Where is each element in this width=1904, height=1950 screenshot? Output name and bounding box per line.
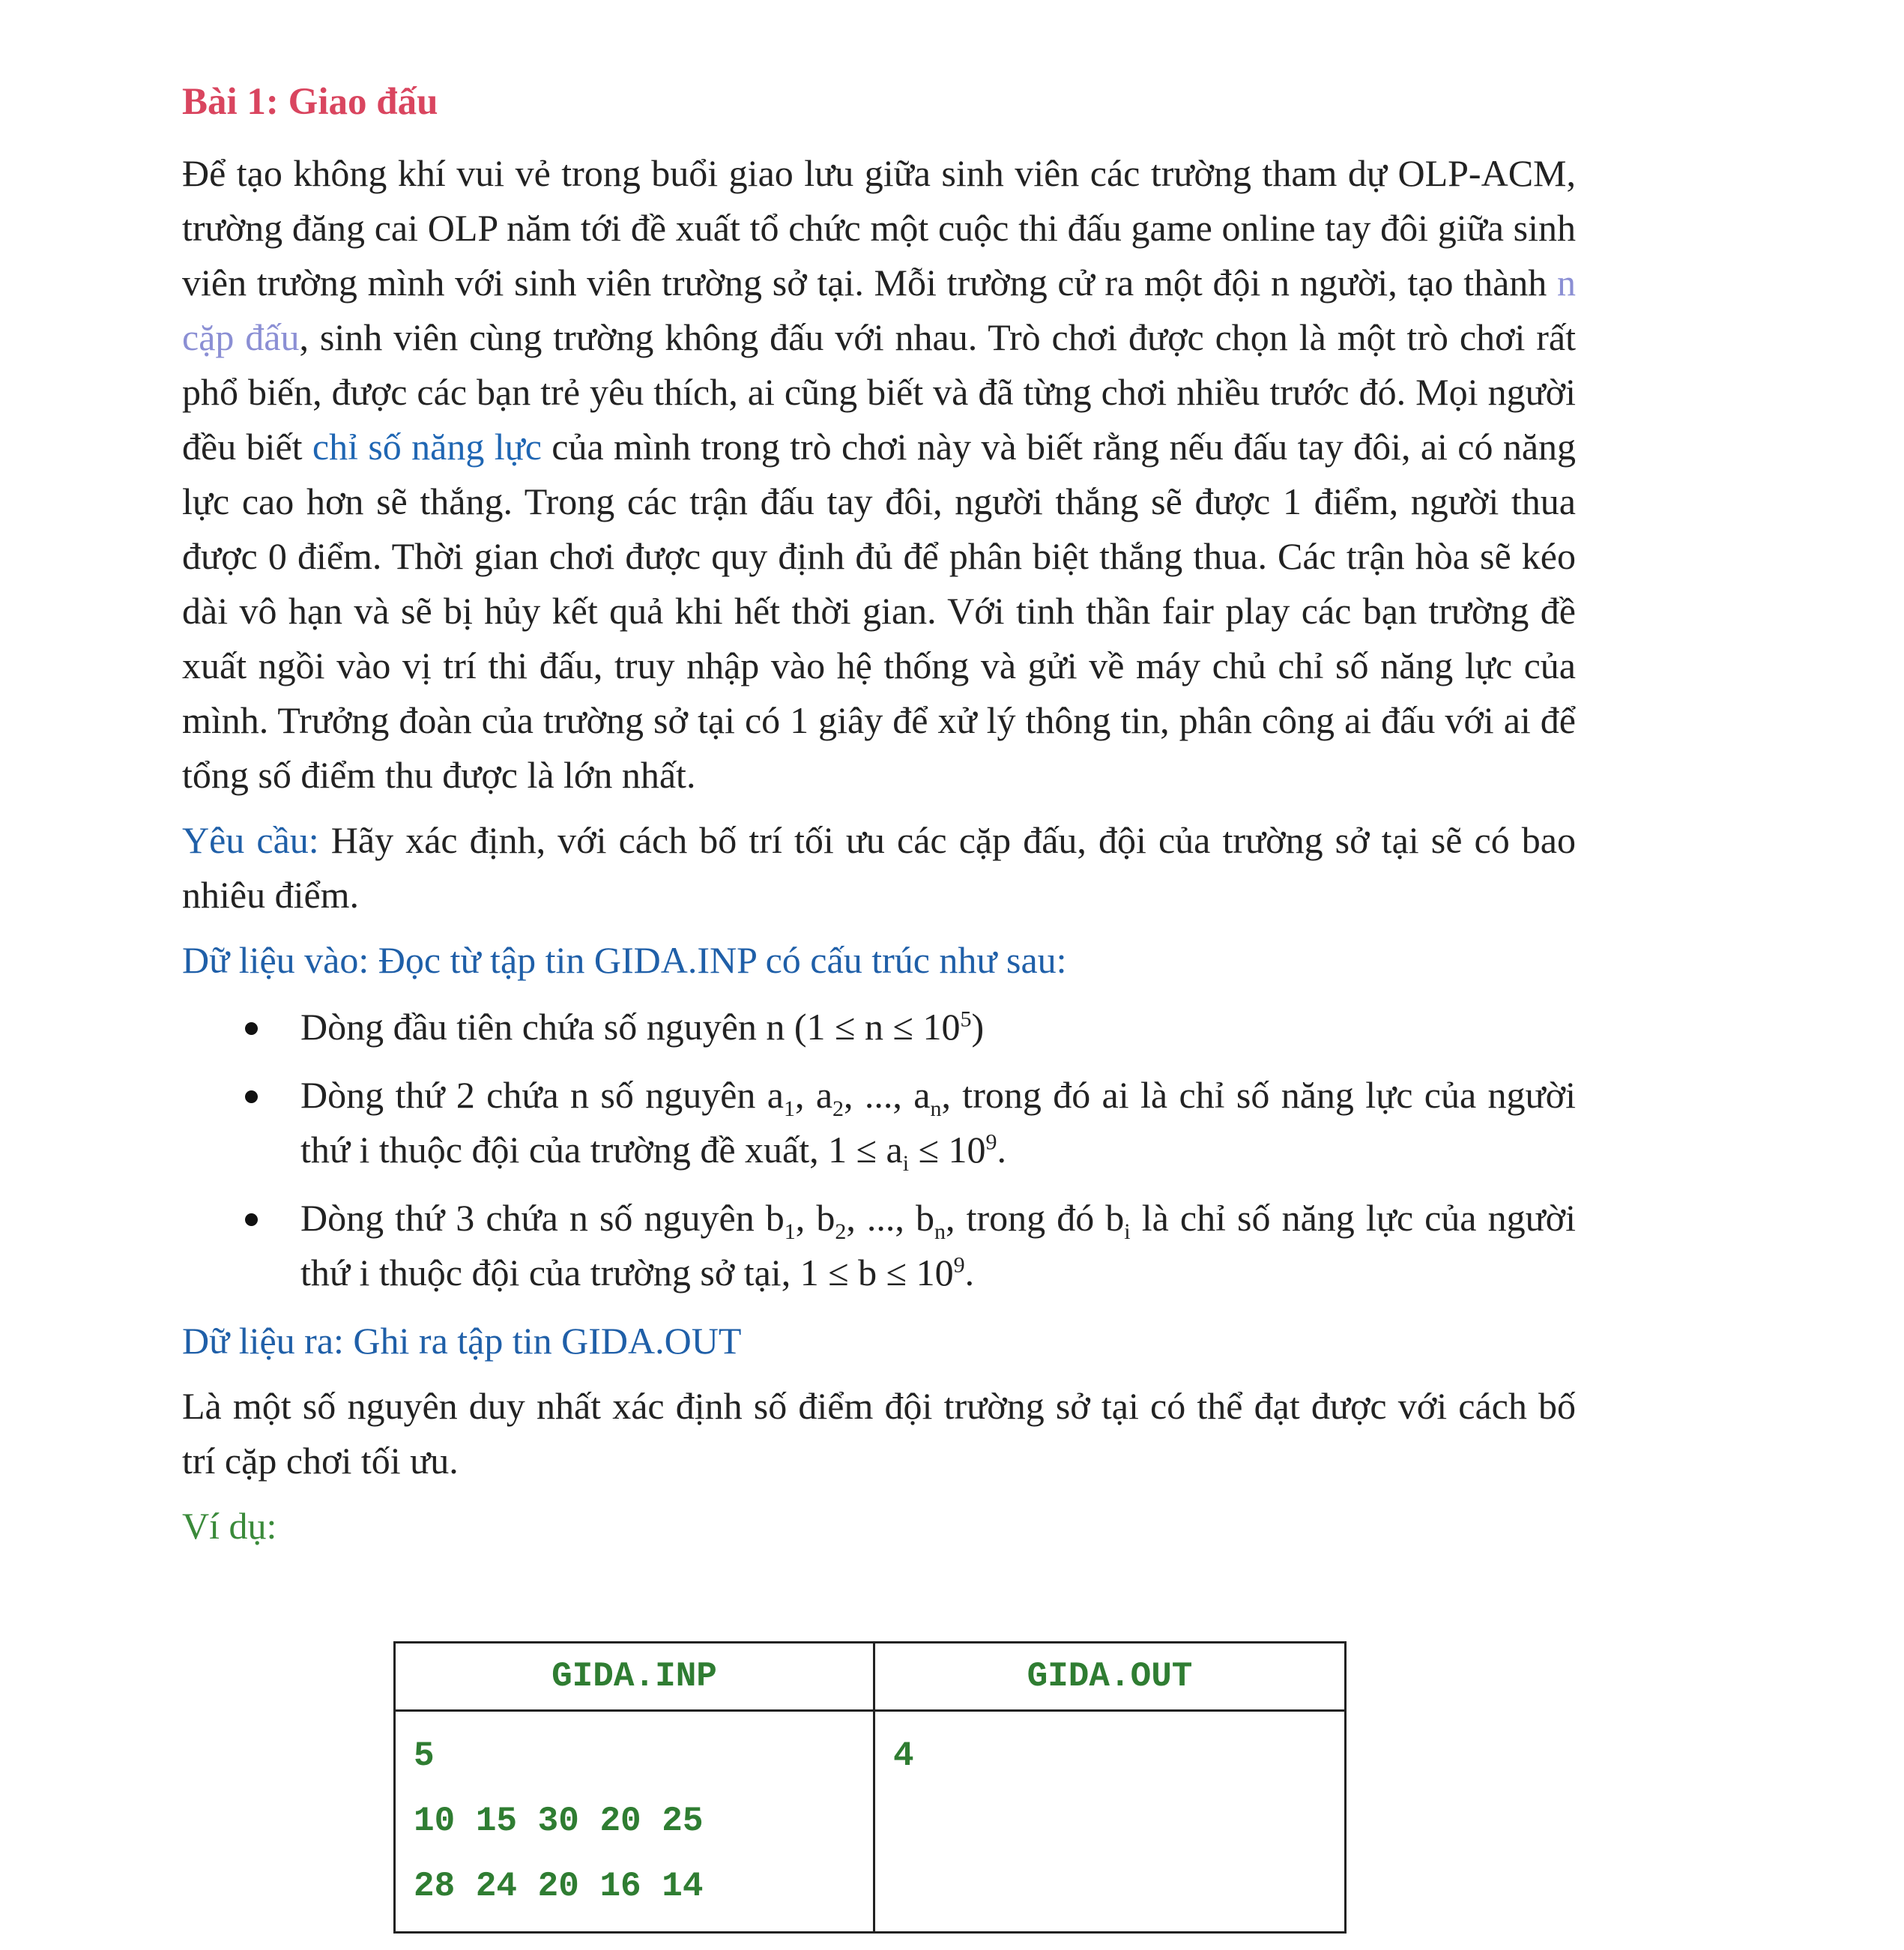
output-line-1: 4 xyxy=(893,1736,914,1775)
problem-title: Bài 1: Giao đấu xyxy=(182,81,438,123)
bullet2-end: . xyxy=(997,1129,1007,1171)
input-line-3: 28 24 20 16 14 xyxy=(414,1867,704,1906)
problem-content xyxy=(182,75,1576,1554)
bullet3-t3: , ..., b xyxy=(846,1197,935,1239)
bullet1-sup: 5 xyxy=(960,1006,972,1032)
bullet3-end: . xyxy=(964,1252,975,1294)
intro-text-part1: Để tạo không khí vui vẻ trong buổi giao lưu giữa sinh viên các trường tham dự OLP-ACM, trường đăng cai OLP năm tới đề xuất tổ chức một cuộc thi đấu game online tay đôi giữa sinh viên trường mình với sinh viên trường sở tại. Mỗi trường cử ra một đội n người, tạo thành xyxy=(182,152,1576,304)
bullet2-t4: , trong đó ai là chỉ số năng lực của người thứ i thuộc đội của trường đề xuất, 1 ≤ a xyxy=(300,1074,1576,1171)
input-bullet-1 xyxy=(182,1000,1576,1054)
bullet2-t5: ≤ 10 xyxy=(909,1129,986,1171)
bullet3-s2: 2 xyxy=(835,1219,847,1244)
bullet3-s4: i xyxy=(1124,1219,1131,1244)
bullet3-t1: Dòng thứ 3 chứa n số nguyên b xyxy=(300,1197,785,1239)
bullet2-s4: i xyxy=(902,1151,910,1176)
bullet2-sup: 9 xyxy=(985,1129,997,1155)
example-input-cell xyxy=(395,1711,874,1933)
intro-text-part2: , sinh viên cùng trường không đấu với nhau. Trò chơi được chọn là một trò chơi rất phổ biến, được các bạn trẻ yêu thích, ai cũng biết và đã từng chơi nhiều trước đó. Mọi người đều biết xyxy=(182,316,1577,468)
output-text: Là một số nguyên duy nhất xác định số điểm đội trường sở tại có thể đạt được với cách bố trí cặp chơi tối ưu. xyxy=(182,1385,1576,1482)
bullet2-s2: 2 xyxy=(832,1096,844,1121)
input-bullet-2 xyxy=(182,1068,1576,1177)
bullet2-t3: , ..., a xyxy=(844,1074,931,1116)
input-line-1: 5 xyxy=(414,1736,435,1775)
input-heading: Dữ liệu vào: Đọc từ tập tin GIDA.INP có cấu trúc như sau: xyxy=(182,939,1067,981)
bullet1-text: Dòng đầu tiên chứa số nguyên n (1 ≤ n ≤ 10 xyxy=(300,1006,961,1048)
intro-highlight-pairs: n cặp đấu xyxy=(182,262,1576,358)
bullet-dot-icon xyxy=(245,1213,258,1226)
bullet1-end: ) xyxy=(971,1006,985,1048)
bullet3-t2: , b xyxy=(795,1197,835,1239)
requirement-paragraph xyxy=(182,813,1576,923)
requirement-text: Hãy xác định, với cách bố trí tối ưu các cặp đấu, đội của trường sở tại sẽ có bao nhiêu điểm. xyxy=(182,819,1576,916)
example-data-row xyxy=(395,1711,1346,1933)
problem-intro xyxy=(182,146,1576,803)
example-header-row xyxy=(395,1643,1346,1711)
intro-highlight-skill: chỉ số năng lực xyxy=(312,426,542,468)
bullet2-s3: n xyxy=(930,1096,942,1121)
bullet-dot-icon xyxy=(245,1090,258,1103)
input-bullet-3 xyxy=(182,1191,1576,1300)
bullet-dot-icon xyxy=(245,1022,258,1035)
requirement-label: Yêu cầu: xyxy=(182,819,319,861)
example-label: Ví dụ: xyxy=(182,1505,277,1547)
bullet2-t1: Dòng thứ 2 chứa n số nguyên a xyxy=(300,1074,784,1116)
bullet3-t4: , trong đó b xyxy=(946,1197,1125,1239)
header-gida-out: GIDA.OUT xyxy=(874,1643,1346,1711)
output-heading: Dữ liệu ra: Ghi ra tập tin GIDA.OUT xyxy=(182,1320,742,1362)
bullet2-s1: 1 xyxy=(783,1096,795,1121)
bullet2-t2: , a xyxy=(794,1074,833,1116)
example-table xyxy=(393,1641,1347,1934)
example-output-cell xyxy=(874,1711,1346,1933)
header-gida-inp: GIDA.INP xyxy=(395,1643,874,1711)
input-bullet-list xyxy=(182,1000,1576,1300)
bullet3-s3: n xyxy=(934,1219,946,1244)
bullet3-t5: là chỉ số năng lực của người thứ i thuộc đội của trường sở tại, 1 ≤ b ≤ 10 xyxy=(300,1197,1577,1294)
intro-text-part3: của mình trong trò chơi này và biết rằng nếu đấu tay đôi, ai có năng lực cao hơn sẽ thắng. Trong các trận đấu tay đôi, người thắng sẽ được 1 điểm, người thua được 0 điểm. Thời gian chơi được quy định đủ để phân biệt thắng thua. Các trận hòa sẽ kéo dài vô hạn và sẽ bị hủy kết quả khi hết thời gian. Với tinh thần fair play các bạn trường đề xuất ngồi vào vị trí thi đấu, truy nhập vào hệ thống và gửi về máy chủ chỉ số năng lực của mình. Trưởng đoàn của trường sở tại có 1 giây để xử lý thông tin, phân công ai đấu với ai để tổng số điểm thu được là lớn nhất. xyxy=(182,426,1577,796)
input-line-2: 10 15 30 20 25 xyxy=(414,1802,704,1841)
bullet3-s1: 1 xyxy=(784,1219,796,1244)
bullet3-sup: 9 xyxy=(953,1252,965,1278)
